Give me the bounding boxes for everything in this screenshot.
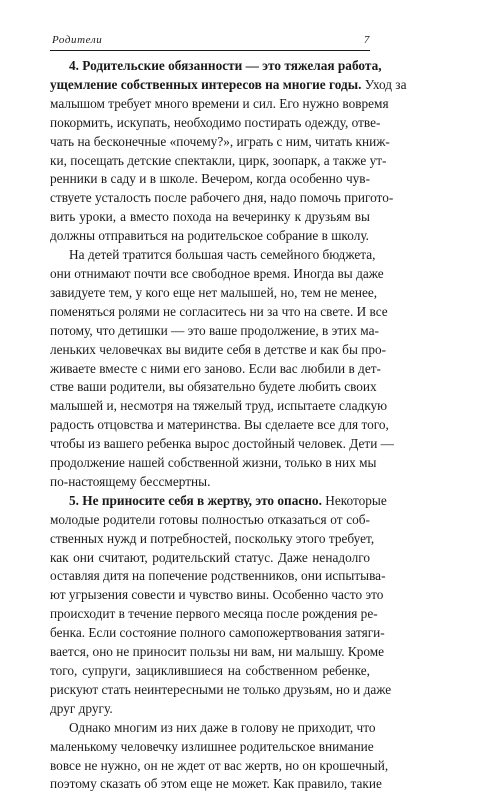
line-text: ствуете усталость после рабочего дня, надо помочь пригото-: [50, 190, 394, 206]
line-text: потому, что детишки — это ваше продолжение, в этих ма-: [50, 322, 379, 338]
text-line: [50, 114, 381, 133]
paragraph: [50, 492, 392, 719]
line-text: друг другу.: [50, 700, 113, 716]
text-line: [50, 435, 394, 454]
line-text: они отнимают почти все свободное время. Иногда вы даже: [50, 265, 384, 281]
text-line: [50, 454, 377, 473]
line-text: ренники в саду и в школе. Вечером, когда особенно чув-: [50, 171, 370, 187]
text-line: [50, 700, 370, 719]
text-line: [50, 567, 386, 586]
text-line: [50, 662, 370, 681]
line-text: На детей тратится большая часть семейного бюджета,: [69, 247, 376, 263]
text-line: [50, 492, 387, 511]
text-line: [50, 775, 382, 794]
text-line: [50, 265, 384, 284]
line-text: как они считают, родительский статус. Даже ненадолго: [50, 549, 370, 565]
line-text: происходит в течение первого месяца после рождения ре-: [50, 606, 378, 622]
text-line: [50, 57, 382, 76]
line-text: вовсе не нужно, он не ждет от вас жертв, но он крошечный,: [50, 757, 389, 773]
line-text: по-настоящему бессмертны.: [50, 473, 211, 489]
text-line: [50, 322, 379, 341]
text-line: [50, 227, 370, 246]
paragraph: [50, 57, 407, 246]
text-line: [50, 341, 387, 360]
line-text: ственных нужд и потребностей, поскольку этого требует,: [50, 530, 375, 546]
text-line: [50, 378, 377, 397]
line-text: стве ваши родители, вы обязательно будете любить своих: [50, 379, 377, 395]
text-line: [50, 208, 370, 227]
line-text: малышей и, несмотря на тяжелый труд, испытаете сладкую: [50, 398, 388, 414]
text-line: [50, 681, 392, 700]
line-text: Некоторые: [321, 492, 387, 508]
text-line: [50, 643, 385, 662]
text-line: [50, 284, 378, 303]
line-text: Уход за: [361, 76, 407, 92]
text-line: [50, 397, 388, 416]
text-line: [50, 719, 376, 738]
line-text: чтобы из вашего ребенка вырос достойный человек. Дети —: [50, 436, 394, 452]
text-line: [50, 530, 375, 549]
line-text: радость отцовства и материнства. Вы сделаете все для того,: [50, 417, 389, 433]
line-text: покормить, искупать, необходимо постирать одежду, отве-: [50, 114, 381, 130]
bold-heading-text: 4. Родительские обязанности — это тяжелая работа,: [69, 58, 382, 73]
line-text: бенка. Если состояние полного самопожертвования затяги-: [50, 625, 385, 641]
text-line: [50, 76, 407, 95]
line-text: Однако многим из них даже в голову не приходит, что: [69, 719, 376, 735]
line-text: вается, оно не приносит пользы ни вам, ни малышу. Кроме: [50, 644, 385, 660]
line-text: ют угрызения совести и чувство вины. Особенно часто это: [50, 587, 384, 603]
line-text: маленькому человечку излишнее родительское внимание: [50, 738, 374, 754]
text-line: [50, 416, 389, 435]
line-text: живаете вместе с ними его заново. Если вас любили в дет-: [50, 360, 381, 376]
text-line: [50, 605, 378, 624]
line-text: поэтому сказать об этом еще не может. Как правило, такие: [50, 776, 382, 792]
paragraph: [50, 719, 389, 794]
text-line: [50, 511, 370, 530]
text-line: [50, 95, 389, 114]
text-line: [50, 624, 385, 643]
line-text: леньких человечках вы видите себя в детстве и как бы про-: [50, 341, 387, 357]
line-text: оставляя дитя на попечение родственников, они испытыва-: [50, 568, 386, 584]
line-text: ки, посещать детские спектакли, цирк, зоопарк, а также ут-: [50, 152, 387, 168]
text-line: [50, 360, 381, 379]
text-line: [50, 303, 388, 322]
text-line: [50, 738, 374, 757]
text-line: [50, 246, 376, 265]
bold-heading-text: 5. Не приносите себя в жертву, это опасно.: [69, 492, 322, 508]
paragraph: [50, 246, 394, 492]
line-text: рискуют стать неинтересными не только друзьям, но и даже: [50, 681, 392, 697]
line-text: того, супруги, зациклившиеся на собственном ребенке,: [50, 663, 370, 678]
line-text: продолжение нашей собственной жизни, только в них мы: [50, 455, 377, 471]
line-text: малышом требует много времени и сил. Его нужно вовремя: [50, 95, 389, 111]
page-number: 7: [363, 34, 370, 46]
text-line: [50, 586, 384, 605]
text-line: [50, 473, 370, 492]
line-text: молодые родители готовы полностью отказаться от соб-: [50, 511, 370, 527]
line-text: вить уроки, а вместо похода на вечеринку к друзьям вы: [50, 209, 370, 225]
line-text: должны отправиться на родительское собрание в школу.: [50, 228, 369, 244]
text-line: [50, 170, 370, 189]
line-text: чать на бесконечные «почему?», играть с ним, читать книж-: [50, 133, 390, 149]
line-text: поменяться ролями не согласитесь ни за что на свете. И все: [50, 303, 388, 319]
text-line: [50, 189, 394, 208]
text-line: [50, 549, 370, 568]
running-head-title: Родители: [52, 34, 103, 46]
bold-heading-text: ущемление собственных интересов на многие годы.: [50, 76, 362, 92]
text-line: [50, 133, 390, 152]
header-rule: [50, 50, 370, 51]
line-text: завидуете тем, у кого еще нет малышей, но, тем не менее,: [50, 284, 378, 300]
text-line: [50, 152, 387, 171]
text-line: [50, 757, 389, 776]
body-text: [50, 57, 407, 794]
running-head: [52, 34, 370, 48]
